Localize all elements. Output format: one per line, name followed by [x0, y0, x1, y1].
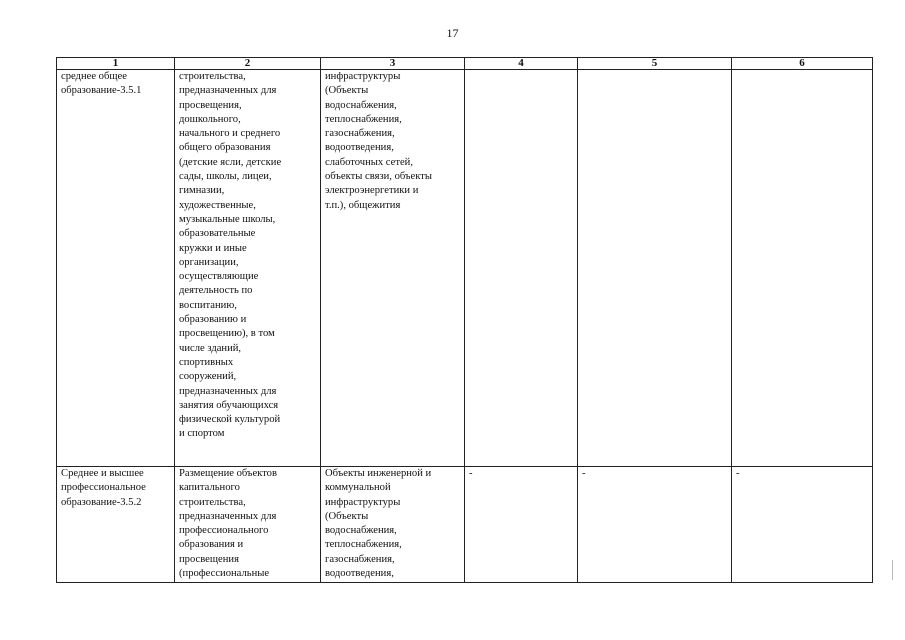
table-cell [175, 467, 321, 583]
table-cell [57, 70, 175, 467]
cell-text: Размещение объектов капитального строительства, предназначенных для профессионального образования и просвещения (профессиональные [179, 468, 277, 580]
cell-text: - [582, 468, 586, 479]
table-cell [321, 467, 465, 583]
table-cell [732, 70, 873, 467]
column-header-2: 2 [175, 58, 321, 70]
table-cell [578, 467, 732, 583]
table-cell [57, 467, 175, 583]
table-header-row [57, 58, 873, 70]
cell-text: - [469, 468, 473, 479]
column-header-4: 4 [465, 58, 578, 70]
cell-text: инфраструктуры (Объекты водоснабжения, теплоснабжения, газоснабжения, водоотведения, слаботочных сетей, объекты связи, объекты электроэнергетики и т.п.), общежития [325, 71, 432, 211]
cell-text: строительства, предназначенных для просвещения, дошкольного, начального и среднего общего образования (детские ясли, детские сады, школы, лицеи, гимназии, художественные, музыкальные школы, образовательные кружки и иные организации, осуществляющие деятельность по воспитанию, образованию и просвещению), в том числе зданий, спортивных сооружений, предназначенных для занятия обучающихся физической культурой и спортом [179, 71, 282, 440]
table-cell [465, 70, 578, 467]
cell-text: - [736, 468, 740, 479]
table-cell [578, 70, 732, 467]
table-row [57, 70, 873, 467]
table-cell [321, 70, 465, 467]
cell-text: Среднее и высшее профессиональное образование-3.5.2 [61, 468, 146, 508]
column-header-6: 6 [732, 58, 873, 70]
table-row [57, 467, 873, 583]
column-header-1: 1 [57, 58, 175, 70]
table-cell [465, 467, 578, 583]
table-cell [175, 70, 321, 467]
scan-edge-mark [892, 560, 893, 580]
cell-text: среднее общее образование-3.5.1 [61, 71, 142, 97]
table-cell [732, 467, 873, 583]
zoning-table [56, 57, 873, 583]
page-number: 17 [446, 26, 459, 40]
column-header-5: 5 [578, 58, 732, 70]
column-header-3: 3 [321, 58, 465, 70]
cell-text: Объекты инженерной и коммунальной инфраструктуры (Объекты водоснабжения, теплоснабжения, газоснабжения, водоотведения, [325, 468, 432, 580]
